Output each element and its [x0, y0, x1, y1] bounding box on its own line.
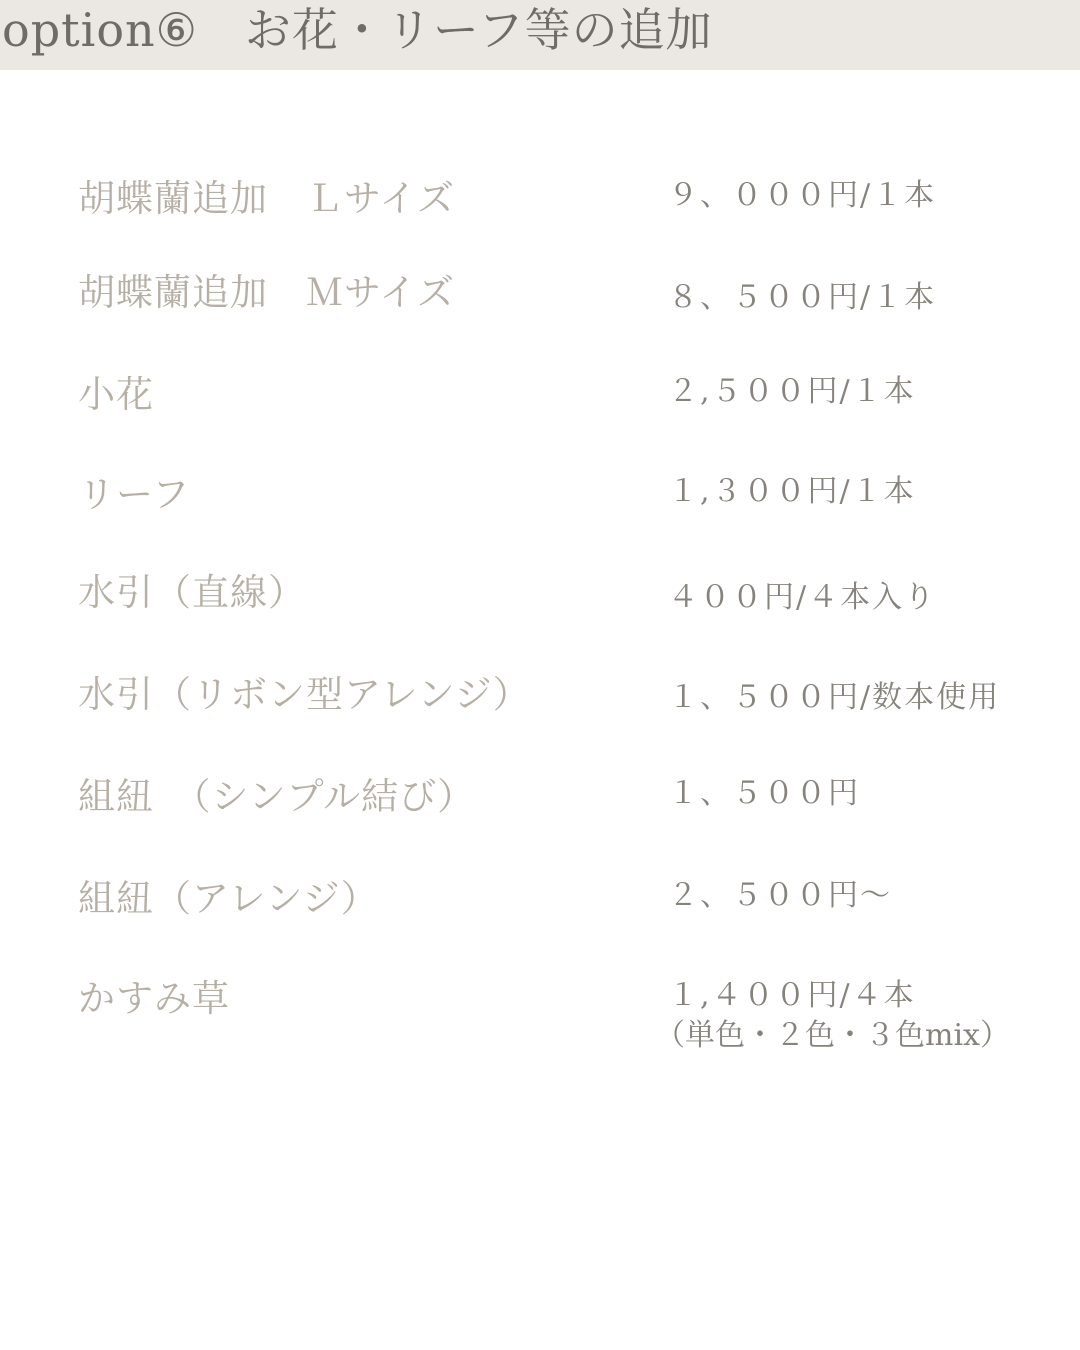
item-price: ９、０００円/１本: [668, 178, 937, 213]
item-name: 胡蝶蘭追加 Ｍサイズ: [78, 271, 456, 314]
item-name: 水引（直線）: [78, 571, 306, 614]
price-row: [0, 774, 1080, 834]
item-price: １,４００円/４本: [668, 978, 916, 1013]
item-price: ４００円/４本入り: [668, 580, 937, 615]
item-price: １、５００円/数本使用: [668, 680, 1001, 715]
price-row: [0, 472, 1080, 532]
price-row: [0, 570, 1080, 630]
price-row: [0, 876, 1080, 936]
item-name: 胡蝶蘭追加 Ｌサイズ: [78, 177, 456, 220]
item-price: ２,５００円/１本: [668, 374, 916, 409]
item-price: ２、５００円〜: [668, 878, 892, 913]
price-row: [0, 672, 1080, 732]
page-title: option⑥ お花・リーフ等の追加: [2, 3, 713, 57]
item-name: 組紐（アレンジ）: [78, 877, 379, 920]
item-name: 組紐 （シンプル結び）: [78, 775, 476, 818]
header-band: [0, 0, 1080, 70]
price-row: [0, 176, 1080, 236]
item-price: １、５００円: [668, 776, 860, 811]
item-name: 小花: [78, 373, 154, 416]
item-name: 水引（リボン型アレンジ）: [78, 673, 531, 716]
item-price: ８、５００円/１本: [668, 280, 937, 315]
price-row: [0, 270, 1080, 330]
price-row: [0, 976, 1080, 1066]
item-note: （単色・２色・３色mix）: [655, 1018, 1010, 1053]
item-name: リーフ: [78, 473, 191, 516]
item-name: かすみ草: [78, 977, 230, 1020]
price-row: [0, 372, 1080, 432]
item-price: １,３００円/１本: [668, 474, 916, 509]
